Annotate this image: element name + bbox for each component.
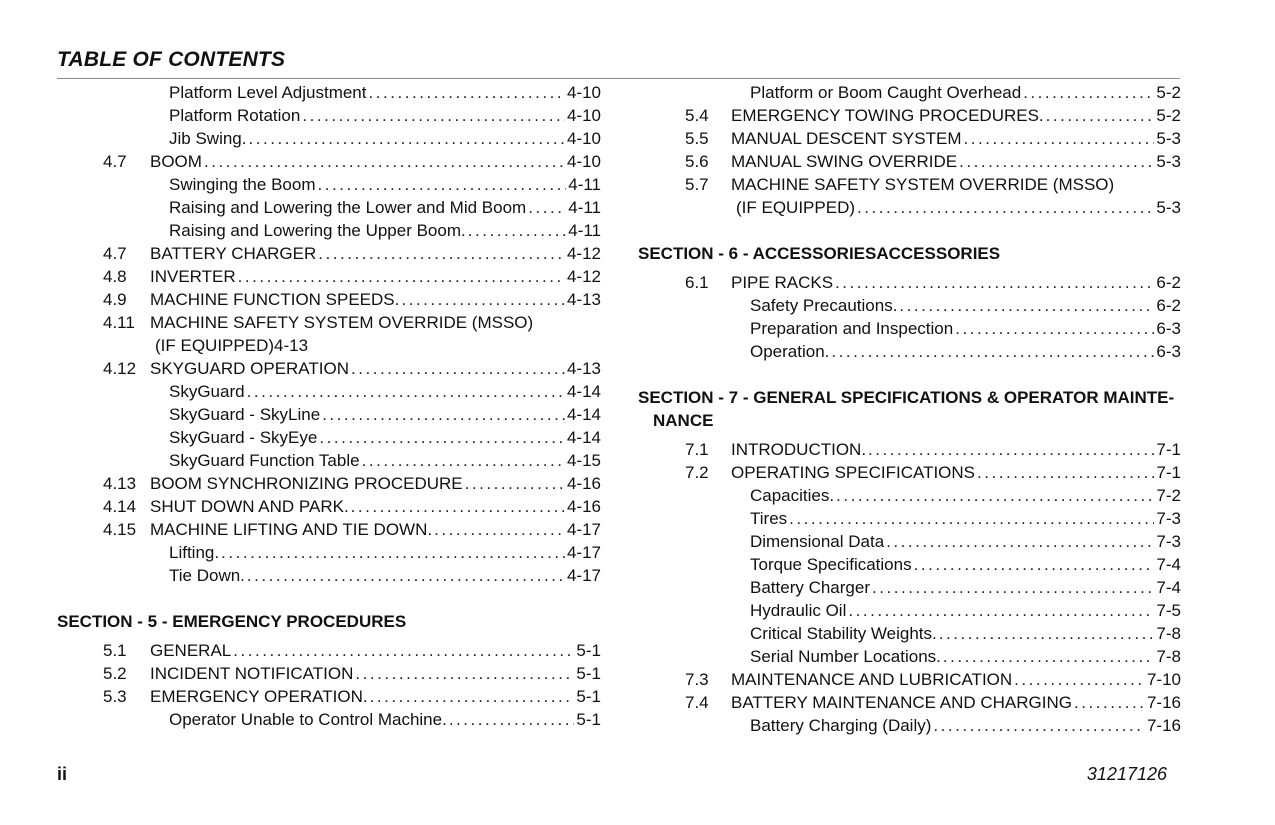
dot-leader (468, 219, 567, 242)
toc-entry[interactable] (57, 472, 601, 495)
toc-entry-label: SkyGuard - SkyEye (169, 428, 318, 447)
toc-entry-label: SkyGuard (169, 382, 245, 401)
dot-leader (302, 104, 565, 127)
toc-entry-number: 7.2 (685, 463, 709, 482)
toc-entry-label: EMERGENCY TOWING PROCEDURES. (731, 106, 1044, 125)
dot-leader (872, 576, 1154, 599)
dot-leader (914, 553, 1155, 576)
toc-entry[interactable] (57, 288, 601, 311)
dot-leader (318, 242, 565, 265)
toc-entry-label: SkyGuard - SkyLine (169, 405, 321, 424)
toc-entry-page: 4-11 (568, 221, 601, 240)
dot-leader (322, 403, 565, 426)
toc-entry-page: 5-1 (576, 641, 601, 660)
toc-entry-page: 4-12 (566, 267, 601, 286)
toc-entry-label: BOOM (150, 152, 202, 171)
section-heading-text: SECTION - 5 - EMERGENCY PROCEDURES (57, 612, 407, 631)
toc-entry-label: MAINTENANCE AND LUBRICATION (731, 670, 1013, 689)
dot-leader (233, 639, 574, 662)
toc-entry-number: 4.7 (103, 244, 127, 263)
toc-entry[interactable] (638, 173, 1181, 196)
toc-entry-page: 4-16 (566, 474, 601, 493)
dot-leader (868, 438, 1154, 461)
toc-entry-label: MACHINE FUNCTION SPEEDS. (150, 290, 400, 309)
toc-entry-page: 4-14 (566, 405, 601, 424)
toc-entry-label: INCIDENT NOTIFICATION (150, 664, 354, 683)
dot-leader (368, 81, 564, 104)
toc-entry-label: MACHINE SAFETY SYSTEM OVERRIDE (MSSO) (150, 313, 534, 332)
toc-entry[interactable] (638, 150, 1181, 173)
page-number: ii (57, 764, 68, 784)
toc-entry-label: Safety Precautions. (750, 296, 898, 315)
toc-entry-label: EMERGENCY OPERATION. (150, 687, 368, 706)
dot-leader (317, 173, 566, 196)
toc-entry[interactable] (57, 449, 601, 472)
toc-entry-page: 5-2 (1156, 106, 1181, 125)
toc-entry-label: INTRODUCTION. (731, 440, 867, 459)
toc-entry-label: GENERAL (150, 641, 232, 660)
dot-leader (959, 150, 1154, 173)
page-header (57, 46, 1180, 79)
toc-entry[interactable] (57, 518, 601, 541)
toc-entry-page: 5-1 (576, 664, 601, 683)
toc-entry-label: BOOM SYNCHRONIZING PROCEDURE (150, 474, 463, 493)
toc-entry-page: 7-4 (1156, 555, 1181, 574)
toc-entry[interactable] (57, 403, 601, 426)
toc-entry[interactable] (638, 271, 1181, 294)
toc-entry-page: 5-1 (576, 687, 601, 706)
toc-entry[interactable] (638, 599, 1181, 622)
toc-entry-page: 6-3 (1156, 319, 1181, 338)
toc-entry-page: 7-8 (1156, 647, 1181, 666)
toc-entry[interactable] (638, 340, 1181, 363)
toc-entry[interactable] (57, 564, 601, 587)
toc-entry-number: 5.5 (685, 129, 709, 148)
toc-entry-number: 7.4 (685, 693, 709, 712)
section-heading[interactable] (638, 242, 1181, 265)
toc-entry-page: 4-11 (568, 198, 601, 217)
toc-entry[interactable] (57, 265, 601, 288)
toc-entry-page: 7-5 (1156, 601, 1181, 620)
toc-entry-label: MANUAL SWING OVERRIDE (731, 152, 958, 171)
toc-entry-page: 4-13 (566, 359, 601, 378)
toc-entry-page: 4-14 (566, 382, 601, 401)
toc-entry-label: Tires (750, 509, 788, 528)
dot-leader (933, 714, 1145, 737)
toc-entry-number: 5.6 (685, 152, 709, 171)
toc-entry-page: 6-2 (1156, 296, 1181, 315)
dot-leader (247, 380, 565, 403)
toc-entry-label: Jib Swing. (169, 129, 247, 148)
toc-entry-page: 4-12 (566, 244, 601, 263)
dot-leader (355, 662, 574, 685)
toc-entry[interactable] (638, 530, 1181, 553)
toc-entry-label: (IF EQUIPPED)4-13 (155, 336, 309, 355)
toc-entry[interactable] (638, 553, 1181, 576)
dot-leader (465, 472, 565, 495)
dot-leader (835, 271, 1154, 294)
toc-entry-label: Preparation and Inspection (750, 319, 954, 338)
toc-entry-label: MANUAL DESCENT SYSTEM (731, 129, 962, 148)
toc-entry-label: Platform or Boom Caught Overhead (750, 83, 1022, 102)
toc-entry[interactable] (57, 380, 601, 403)
toc-entry-label: Critical Stability Weights. (750, 624, 937, 643)
toc-entry[interactable] (57, 311, 601, 334)
toc-entry[interactable] (57, 662, 601, 685)
toc-entry-label: Operation. (750, 342, 830, 361)
dot-leader (899, 294, 1154, 317)
toc-entry-page: 5-1 (576, 710, 601, 729)
toc-entry-page: 4-10 (566, 106, 601, 125)
dot-leader (1074, 691, 1145, 714)
dot-leader (1023, 81, 1154, 104)
toc-entry-page: 7-2 (1156, 486, 1181, 505)
toc-entry[interactable] (57, 426, 601, 449)
toc-entry-number: 4.15 (103, 520, 137, 539)
dot-leader (351, 357, 565, 380)
toc-entry-page: 4-17 (566, 543, 601, 562)
dot-leader (848, 599, 1154, 622)
document-title: TABLE OF CONTENTS (57, 48, 286, 71)
toc-entry-page: 7-3 (1156, 532, 1181, 551)
toc-entry-label: Swinging the Boom (169, 175, 316, 194)
toc-entry-label: Platform Rotation (169, 106, 301, 125)
toc-entry-label: Torque Specifications (750, 555, 912, 574)
toc-entry[interactable] (638, 576, 1181, 599)
toc-entry-page: 7-3 (1156, 509, 1181, 528)
toc-entry-page: 4-16 (566, 497, 601, 516)
dot-leader (370, 685, 575, 708)
toc-entry-number: 4.11 (103, 313, 135, 332)
dot-leader (857, 196, 1154, 219)
toc-entry-page: 5-3 (1156, 129, 1181, 148)
dot-leader (248, 127, 564, 150)
toc-entry-label: Dimensional Data (750, 532, 885, 551)
toc-entry-page: 4-14 (566, 428, 601, 447)
dot-leader (943, 645, 1155, 668)
section-heading[interactable] (57, 610, 601, 633)
toc-entry[interactable] (638, 438, 1181, 461)
toc-entry-label: Hydraulic Oil (750, 601, 847, 620)
toc-entry-label: Serial Number Locations. (750, 647, 941, 666)
toc-entry[interactable] (638, 714, 1181, 737)
toc-entry[interactable] (638, 461, 1181, 484)
section-heading-text: SECTION - 7 - GENERAL SPECIFICATIONS & OPERATOR MAINTE- (638, 388, 1175, 407)
toc-entry-page: 7-1 (1156, 463, 1181, 482)
dot-leader (831, 340, 1154, 363)
toc-entry[interactable] (57, 196, 601, 219)
toc-entry[interactable] (57, 173, 601, 196)
section-heading[interactable] (638, 386, 1181, 432)
dot-leader (434, 518, 565, 541)
toc-entry-number: 5.1 (103, 641, 127, 660)
toc-entry-label: Capacities. (750, 486, 835, 505)
toc-entry[interactable] (57, 541, 601, 564)
toc-entry-label: SKYGUARD OPERATION (150, 359, 349, 378)
toc-entry-page: 4-15 (566, 451, 601, 470)
toc-entry[interactable] (57, 357, 601, 380)
toc-entry[interactable] (57, 495, 601, 518)
toc-entry[interactable] (638, 196, 1181, 219)
dot-leader (528, 196, 566, 219)
dot-leader (1046, 104, 1155, 127)
toc-entry-label: BATTERY CHARGER (150, 244, 317, 263)
toc-entry-label: Lifting. (169, 543, 220, 562)
toc-entry-page: 5-2 (1156, 83, 1181, 102)
toc-entry-label: MACHINE SAFETY SYSTEM OVERRIDE (MSSO) (731, 175, 1115, 194)
dot-leader (351, 495, 565, 518)
toc-entry-number: 5.7 (685, 175, 709, 194)
toc-entry-label: Operator Unable to Control Machine. (169, 710, 447, 729)
toc-entry-number: 5.4 (685, 106, 709, 125)
dot-leader (401, 288, 565, 311)
toc-entry[interactable] (57, 685, 601, 708)
toc-entry-label: Battery Charging (Daily) (750, 716, 932, 735)
toc-entry-page: 7-8 (1156, 624, 1181, 643)
dot-leader (204, 150, 565, 173)
toc-entry-number: 4.7 (103, 152, 127, 171)
toc-entry-label: BATTERY MAINTENANCE AND CHARGING (731, 693, 1072, 712)
dot-leader (939, 622, 1155, 645)
toc-entry-number: 5.2 (103, 664, 127, 683)
dot-leader (362, 449, 565, 472)
toc-entry-page: 6-3 (1156, 342, 1181, 361)
dot-leader (836, 484, 1154, 507)
toc-entry[interactable] (57, 334, 601, 357)
toc-entry[interactable] (57, 127, 601, 150)
toc-entry[interactable] (57, 708, 601, 731)
toc-entry-label: MACHINE LIFTING AND TIE DOWN. (150, 520, 433, 539)
toc-entry[interactable] (57, 81, 601, 104)
toc-entry-label: SkyGuard Function Table (169, 451, 360, 470)
toc-entry[interactable] (638, 691, 1181, 714)
toc-entry[interactable] (638, 104, 1181, 127)
toc-entry-label: Raising and Lowering the Upper Boom. (169, 221, 466, 240)
toc-entry[interactable] (638, 645, 1181, 668)
toc-entry-number: 5.3 (103, 687, 127, 706)
toc-entry-label: SHUT DOWN AND PARK. (150, 497, 349, 516)
toc-entry[interactable] (57, 219, 601, 242)
toc-entry-number: 4.13 (103, 474, 137, 493)
toc-entry-page: 7-1 (1156, 440, 1181, 459)
toc-entry-page: 4-10 (566, 129, 601, 148)
toc-entry-number: 7.1 (685, 440, 709, 459)
toc-entry[interactable] (57, 242, 601, 265)
dot-leader (1014, 668, 1145, 691)
toc-entry-label: Battery Charger (750, 578, 870, 597)
toc-entry-label: OPERATING SPECIFICATIONS (731, 463, 976, 482)
dot-leader (964, 127, 1155, 150)
dot-leader (789, 507, 1154, 530)
toc-entry-page: 5-3 (1156, 198, 1181, 217)
toc-entry-page: 4-17 (566, 566, 601, 585)
toc-entry-number: 4.8 (103, 267, 127, 286)
toc-entry-number: 4.14 (103, 497, 137, 516)
toc-entry[interactable] (57, 639, 601, 662)
dot-leader (886, 530, 1154, 553)
toc-entry[interactable] (638, 81, 1181, 104)
toc-entry-number: 4.9 (103, 290, 127, 309)
toc-entry-page: 4-10 (566, 152, 601, 171)
toc-entry-page: 7-16 (1146, 693, 1181, 712)
toc-entry[interactable] (638, 127, 1181, 150)
toc-entry-number: 6.1 (685, 273, 709, 292)
toc-entry-label: Platform Level Adjustment (169, 83, 367, 102)
toc-entry[interactable] (638, 317, 1181, 340)
toc-entry-number: 7.3 (685, 670, 709, 689)
toc-entry-label: Raising and Lowering the Lower and Mid Boom (169, 198, 527, 217)
toc-entry[interactable] (57, 150, 601, 173)
dot-leader (247, 564, 565, 587)
toc-entry-page: 4-17 (566, 520, 601, 539)
dot-leader (221, 541, 565, 564)
toc-entry[interactable] (638, 668, 1181, 691)
toc-entry-page: 4-11 (568, 175, 601, 194)
section-heading-text: SECTION - 6 - ACCESSORIESACCESSORIES (638, 244, 1001, 263)
toc-entry-label: Tie Down. (169, 566, 245, 585)
toc-entry-page: 4-10 (566, 83, 601, 102)
dot-leader (977, 461, 1154, 484)
toc-entry-label: (IF EQUIPPED) (736, 198, 856, 217)
toc-entry[interactable] (638, 507, 1181, 530)
toc-entry-label: PIPE RACKS (731, 273, 834, 292)
toc-entry[interactable] (638, 484, 1181, 507)
toc-entry[interactable] (57, 104, 601, 127)
toc-entry-page: 5-3 (1156, 152, 1181, 171)
dot-leader (449, 708, 575, 731)
dot-leader (238, 265, 565, 288)
toc-entry-page: 7-10 (1146, 670, 1181, 689)
toc-entry-page: 4-13 (566, 290, 601, 309)
dot-leader (319, 426, 565, 449)
document-number: 31217126 (1086, 764, 1167, 784)
toc-entry-page: 6-2 (1156, 273, 1181, 292)
toc-entry-number: 4.12 (103, 359, 137, 378)
toc-entry-page: 7-4 (1156, 578, 1181, 597)
toc-entry-page: 7-16 (1146, 716, 1181, 735)
toc-entry-label: INVERTER (150, 267, 236, 286)
dot-leader (955, 317, 1154, 340)
toc-entry[interactable] (638, 622, 1181, 645)
section-heading-text: NANCE (653, 411, 714, 430)
toc-entry[interactable] (638, 294, 1181, 317)
